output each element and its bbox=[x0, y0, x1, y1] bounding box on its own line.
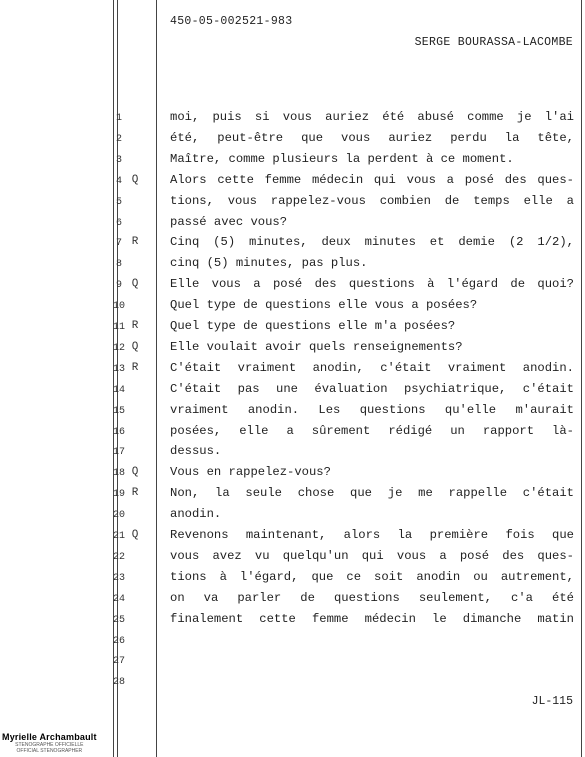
transcript-line: Revenons maintenant, alors la première fois que bbox=[170, 528, 574, 542]
transcript-line: tions, vous rappelez-vous combien de temps elle a bbox=[170, 193, 574, 208]
stenographer-name: Myrielle Archambault bbox=[2, 732, 97, 742]
line-number: 27 bbox=[112, 656, 125, 668]
line-number: 5 bbox=[115, 196, 122, 208]
transcript-line: passé avec vous? bbox=[170, 214, 288, 229]
line-number: 25 bbox=[112, 614, 125, 626]
line-number: 9 bbox=[115, 280, 122, 292]
answer-marker: R bbox=[131, 361, 139, 374]
transcript-line: vraiment anodin. Les questions qu'elle m'aurait bbox=[170, 402, 574, 417]
line-number: 19 bbox=[112, 489, 125, 501]
transcript-line: posées, elle a sûrement rédigé un rapport là- bbox=[170, 423, 574, 438]
line-number: 3 bbox=[115, 154, 122, 166]
line-number: 10 bbox=[112, 301, 125, 313]
transcript-line: vous avez vu quelqu'un qui vous a posé des ques- bbox=[170, 548, 574, 563]
line-number: 21 bbox=[112, 531, 125, 542]
transcript-line: Quel type de questions elle m'a posées? bbox=[170, 319, 456, 333]
page-code: JL-115 bbox=[531, 695, 573, 708]
line-number: 23 bbox=[112, 572, 125, 584]
transcript-line: on va parler de questions seulement, c'a été bbox=[170, 590, 574, 605]
line-number: 24 bbox=[112, 593, 125, 605]
line-number: 18 bbox=[112, 468, 125, 480]
transcript-line: dessus. bbox=[170, 444, 222, 459]
answer-marker: R bbox=[131, 320, 139, 332]
question-marker: Q bbox=[131, 340, 139, 353]
line-number: 26 bbox=[112, 635, 125, 647]
line-number: 22 bbox=[112, 551, 125, 563]
transcript-line: Non, la seule chose que je me rappelle c'était bbox=[170, 486, 574, 501]
answer-marker: R bbox=[131, 236, 139, 249]
question-marker: Q bbox=[131, 466, 139, 479]
line-number: 16 bbox=[112, 426, 125, 438]
transcript-line: Elle voulait avoir quels renseignements? bbox=[170, 339, 463, 354]
line-number: 8 bbox=[115, 259, 122, 271]
line-number: 2 bbox=[115, 133, 122, 145]
stenographer-title-en: OFFICIAL STENOGRAPHER bbox=[16, 748, 83, 754]
transcript-line: été, peut-être que vous auriez perdu la tête, bbox=[170, 130, 574, 145]
answer-marker: R bbox=[131, 487, 139, 500]
transcript-line: Elle vous a posé des questions à l'égard de quoi? bbox=[170, 277, 574, 292]
line-number: 15 bbox=[112, 405, 125, 417]
line-number: 20 bbox=[112, 510, 125, 522]
transcript-line: Cinq (5) minutes, deux minutes et demie (2 1/2), bbox=[170, 235, 574, 250]
witness-name: SERGE BOURASSA-LACOMBE bbox=[414, 36, 573, 49]
transcript-line: tions à l'égard, que ce soit anodin ou autrement, bbox=[170, 569, 574, 584]
line-number: 11 bbox=[112, 322, 125, 333]
line-number: 17 bbox=[112, 447, 125, 459]
transcript-line: anodin. bbox=[170, 507, 222, 522]
question-marker: Q bbox=[131, 173, 139, 186]
question-marker: Q bbox=[131, 278, 139, 291]
transcript-line: Alors cette femme médecin qui vous a posé des ques- bbox=[170, 172, 574, 187]
transcript-line: Vous en rappelez-vous? bbox=[170, 465, 331, 480]
transcript-line: C'était pas une évaluation psychiatrique, c'était bbox=[170, 381, 574, 396]
right-margin-rule bbox=[581, 0, 582, 757]
case-number: 450-05-002521-983 bbox=[170, 15, 293, 28]
transcript-line: cinq (5) minutes, pas plus. bbox=[170, 256, 368, 271]
line-number: 1 bbox=[115, 113, 122, 124]
line-number: 13 bbox=[112, 363, 125, 375]
line-number: 12 bbox=[112, 342, 125, 354]
text-margin-rule bbox=[156, 0, 157, 757]
transcript-line: Maître, comme plusieurs la perdent à ce moment. bbox=[170, 151, 514, 166]
line-number: 6 bbox=[115, 217, 122, 229]
stenographer-stamp bbox=[2, 732, 97, 754]
line-number: 4 bbox=[115, 175, 122, 187]
line-number: 7 bbox=[115, 238, 122, 250]
transcript-line: C'était vraiment anodin, c'était vraiment anodin. bbox=[170, 360, 574, 375]
transcript-line: moi, puis si vous auriez été abusé comme je l'ai bbox=[170, 110, 574, 124]
transcript-line: Quel type de questions elle vous a posées? bbox=[170, 298, 478, 313]
line-number: 14 bbox=[112, 384, 125, 396]
line-number: 28 bbox=[112, 677, 125, 689]
stenographer-title-fr: STENOGRAPHE OFFICIELLE bbox=[15, 742, 84, 748]
transcript-line: finalement cette femme médecin le dimanche matin bbox=[170, 611, 574, 626]
question-marker: Q bbox=[131, 529, 139, 541]
